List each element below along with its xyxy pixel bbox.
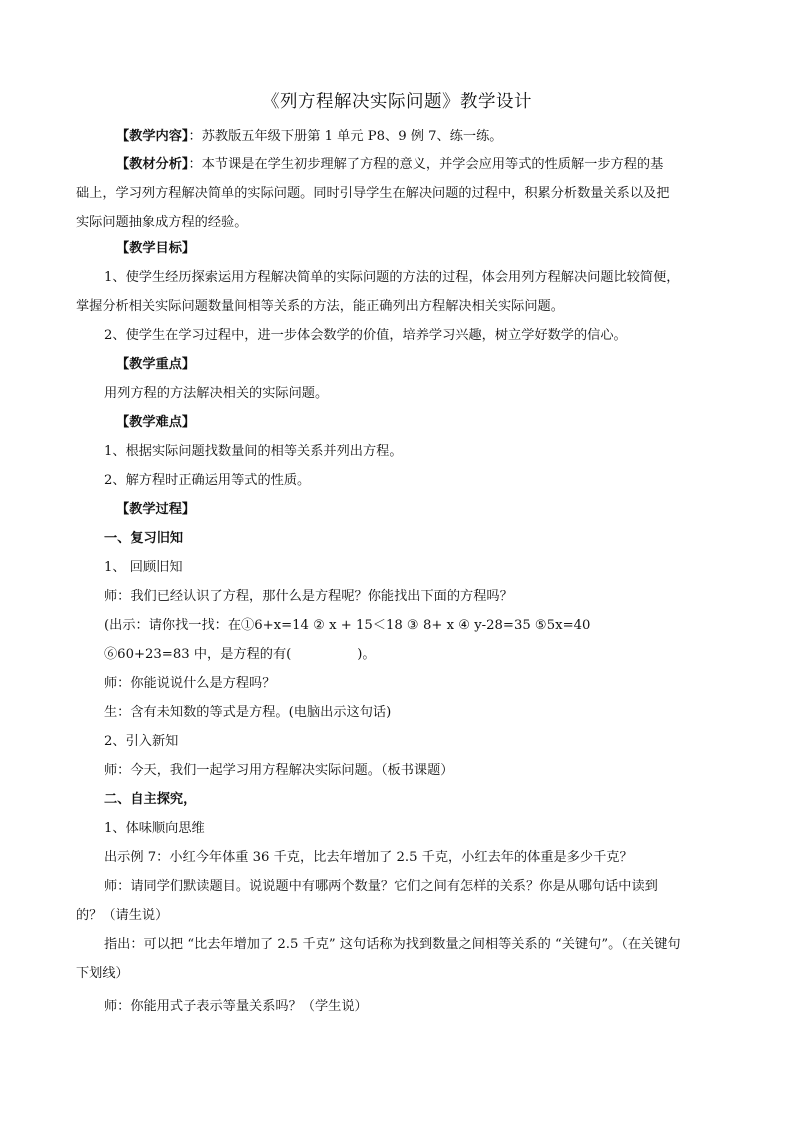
analysis-paragraph-line-1 (116, 156, 663, 174)
key-point-heading: 【教学重点】 (116, 357, 196, 372)
section-1-item-2: 2、引入新知 (104, 734, 179, 749)
goals-heading: 【教学目标】 (116, 241, 196, 256)
show-equations-line-2 (104, 646, 376, 664)
section-2-heading: 二、自主探究， (104, 792, 197, 807)
goals-item-1-line-1: 1、使学生经历探索运用方程解决简单的实际问题的方法的过程，体会用列方程解决问题比较简便， (104, 270, 680, 285)
difficulty-heading: 【教学难点】 (116, 415, 196, 430)
content-label: 【教学内容】 (116, 129, 189, 144)
key-sentence-line-2: 下划线） (76, 966, 129, 981)
student-line: 生：含有未知数的等式是方程。(电脑出示这句话) (104, 705, 392, 720)
difficulty-item-2: 2、解方程时正确运用等式的性质。 (104, 473, 311, 488)
goals-item-1-line-2: 掌握分析相关实际问题数量间相等关系的方法，能正确列出方程解决相关实际问题。 (76, 299, 564, 314)
analysis-text-3: 实际问题抽象成方程的经验。 (76, 215, 248, 230)
example-7-text: 出示例 7：小红今年体重 36 千克，比去年增加了 2.5 千克，小红去年的体重是多少千克？ (104, 850, 633, 865)
section-1-heading: 一、复习旧知 (104, 531, 184, 546)
section-1-item-1: 1、 回顾旧知 (104, 560, 183, 575)
key-sentence-line-1: 指出：可以把 “比去年增加了 2.5 千克” 这句话称为找到数量之间相等关系的 “关键句”。（在关键句 (104, 937, 681, 952)
page-title: 《列方程解决实际问题》教学设计 (262, 92, 532, 112)
goals-item-2: 2、使学生在学习过程中，进一步体会数学的价值，培养学习兴趣，树立学好数学的信心。 (104, 328, 627, 343)
analysis-label: 【教材分析】 (116, 157, 189, 172)
show-equations-line-1: (出示：请你找一找：在①6+x=14 ② x + 15＜18 ③ 8+ x ④ y-28=35 ⑤5x=40 (104, 618, 591, 633)
difficulty-item-1: 1、根据实际问题找数量间的相等关系并列出方程。 (104, 444, 403, 459)
teacher-prompt-line-2: 的？（请生说） (76, 908, 169, 923)
content-paragraph (116, 128, 503, 146)
show-equations-close: )。 (357, 647, 376, 662)
process-heading: 【教学过程】 (116, 502, 196, 517)
key-point-text: 用列方程的方法解决相关的实际问题。 (104, 386, 329, 401)
analysis-text-2: 础上，学习列方程解决简单的实际问题。同时引导学生在解决问题的过程中，积累分析数量关系以及把 (76, 186, 670, 201)
section-2-item-1: 1、体味顺向思维 (104, 821, 205, 836)
show-equations-text: ⑥60+23=83 中，是方程的有( (104, 647, 292, 662)
teacher-line-3: 师：今天，我们一起学习用方程解决实际问题。（板书课题） (104, 763, 454, 778)
teacher-line-4: 师：你能用式子表示等量关系吗？（学生说） (104, 999, 368, 1014)
teacher-prompt-line-1: 师：请同学们默读题目。说说题中有哪两个数量？它们之间有怎样的关系？你是从哪句话中读到 (104, 879, 658, 894)
content-text: ：苏教版五年级下册第 1 单元 P8、9 例 7、练一练。 (188, 129, 503, 144)
teacher-line-1: 师：我们已经认识了方程，那什么是方程呢？你能找出下面的方程吗？ (104, 589, 513, 604)
teacher-line-2: 师：你能说说什么是方程吗？ (104, 676, 276, 691)
analysis-text-1: ：本节课是在学生初步理解了方程的意义，并学会应用等式的性质解一步方程的基 (188, 157, 664, 172)
